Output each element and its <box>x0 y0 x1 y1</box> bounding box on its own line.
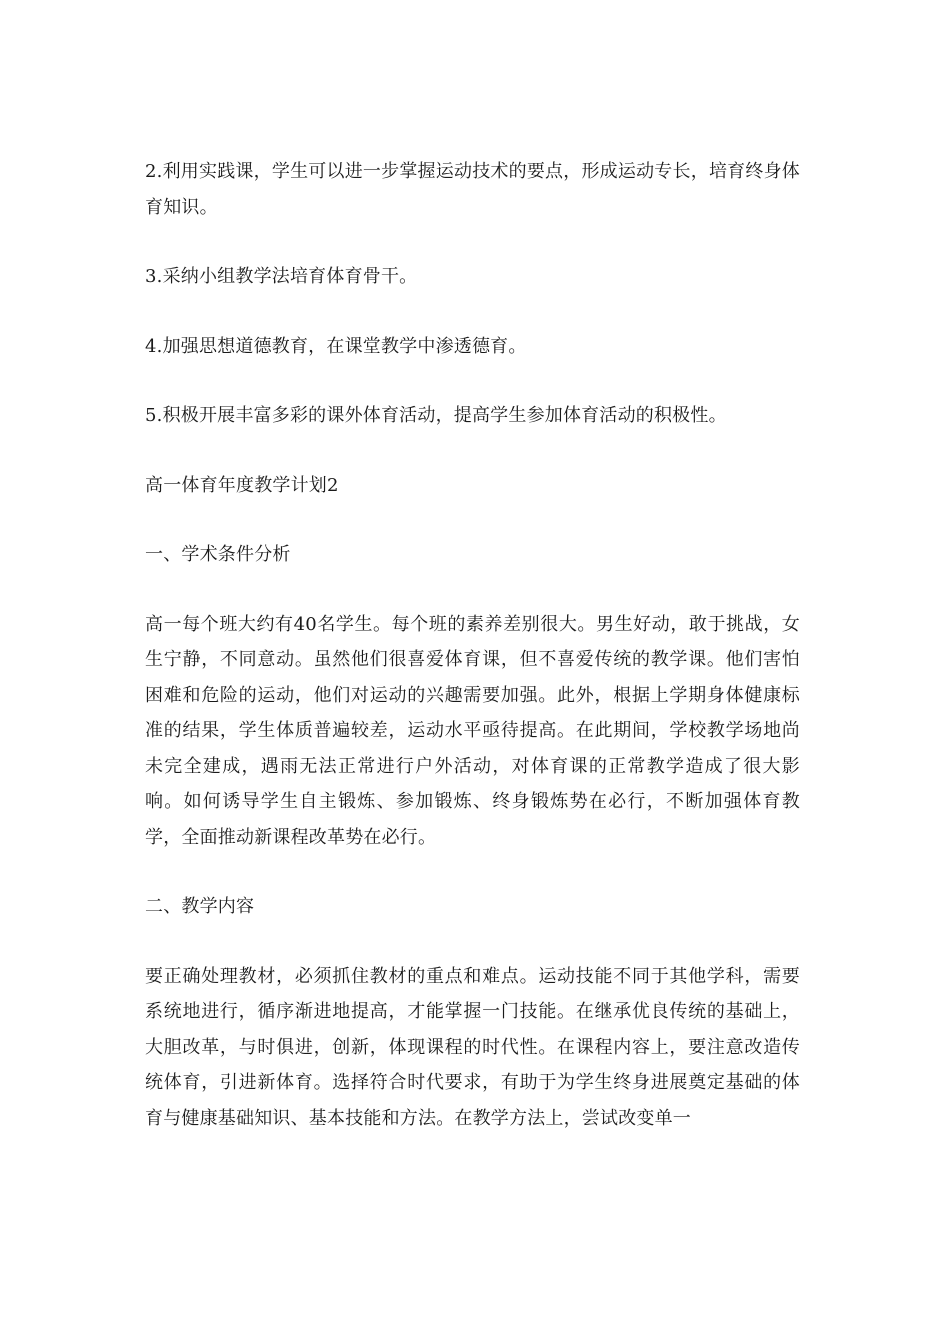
body-paragraph: 高一每个班大约有40名学生。每个班的素养差别很大。男生好动，敢于挑战，女生宁静，不同意动。虽然他们很喜爱体育课，但不喜爱传统的教学课。他们害怕困难和危险的运动，他们对运动的兴趣需要加强。此外，根据上学期身体健康标准的结果，学生体质普遍较差，运动水平亟待提高。在此期间，学校教学场地尚未完全建成，遇雨无法正常进行户外活动，对体育课的正常教学造成了很大影响。如何诱导学生自主锻炼、参加锻炼、终身锻炼势在必行，不断加强体育教学，全面推动新课程改革势在必行。 <box>145 613 800 848</box>
list-item-3: 3.采纳小组教学法培育体育骨干。 <box>145 266 418 287</box>
list-item-4: 4.加强思想道德教育，在课堂教学中渗透德育。 <box>145 335 527 357</box>
list-item-2: 2.利用实践课，学生可以进一步掌握运动技术的要点，形成运动专长，培育终身体育知识。 <box>145 161 800 218</box>
document-body <box>145 154 800 1136</box>
list-item-5: 5.积极开展丰富多彩的课外体育活动，提高学生参加体育活动的积极性。 <box>145 405 727 426</box>
body-paragraph: 要正确处理教材，必须抓住教材的重点和难点。运动技能不同于其他学科，需要系统地进行，循序渐进地提高，才能掌握一门技能。在继承优良传统的基础上，大胆改革，与时俱进，创新，体现课程的时代性。在课程内容上，要注意改造传统体育，引进新体育。选择符合时代要求，有助于为学生终身进展奠定基础的体育与健康基础知识、基本技能和方法。在教学方法上，尝试改变单一 <box>145 965 800 1129</box>
section-heading-1: 一、学术条件分析 <box>145 544 291 565</box>
section-heading-2: 二、教学内容 <box>145 896 255 917</box>
document-title: 高一体育年度教学计划2 <box>145 474 339 496</box>
